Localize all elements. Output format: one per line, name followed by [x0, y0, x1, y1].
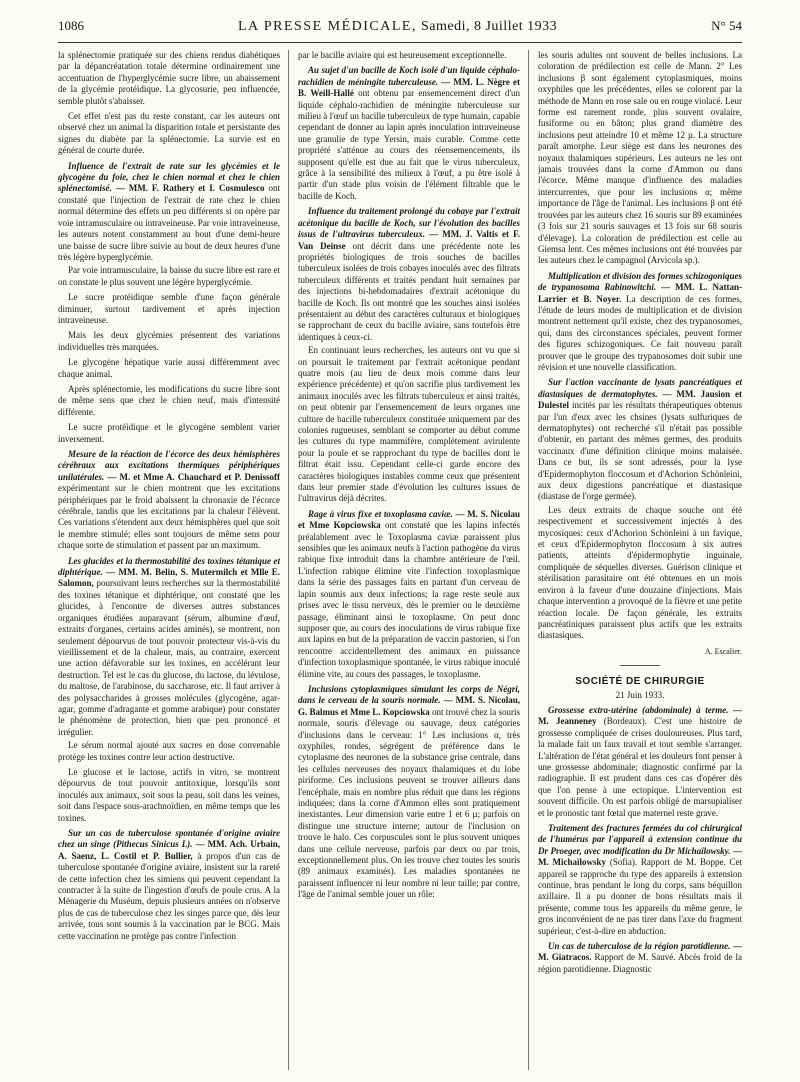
article-text: La description de ces formes, l'étude de leurs modes de multiplication et de division montrent nettement qu'il existe, chez des trypanosomes, qui, dans des circonstances spéciales, peuvent former des figures schizogoniques. Ce fait nouveau paraît prouver que le groupe des trypanosomes doit subir une révision et une nouvelle classification.: [538, 293, 742, 372]
society-heading: SOCIÉTÉ DE CHIRURGIE: [575, 676, 705, 688]
article-text: ont constaté que les lapins infectés préalablement avec le Toxoplasma caviæ paraissent plus sensibles que les animaux neufs à l'action pathogène du virus rabique fixe introduit dans la chambre antérieure de l'œil. L'infection rabique élimine vite l'infection toxoplasmique dans la série des passages faits en partant d'un cerveau de lapin soumis aux deux infections; la rage reste seule aux prises avec le tissu nerveux, dès le premier ou le deuxième passage, éliminant ainsi le toxoplasme. On peut donc supposer que, au cours des inoculations de virus rabique fixe aux lapins en but de la préparation de vaccin pastorien, si l'on rencontre accidentellement des animaux en puissance d'infection toxoplasmique spontanée, le virus rabique inoculé élimine vite, au cours des passages, le toxoplasme.: [298, 520, 520, 679]
article-title: Au sujet d'un bacille de Koch isolé d'un liquide céphalo-rachidien de méningite tuberculeuse.: [298, 65, 520, 87]
article-title: Rage à virus fixe et toxoplasma caviæ.: [308, 508, 453, 519]
paragraph: les souris adultes ont souvent de belles inclusions. La coloration de prédilection est celle de Mann. 2° Les inclusions β sont également cytoplasmiques, moins oxyphiles que les précédentes, elles se colorent par la méthode de Mann en rose sale ou en rouge violacé. Leur forme est rarement ronde, plus souvent ovalaire, fusiforme ou en bâton; plus grand diamètre des inclusions peut atteindre 10 et même 12 µ. La structure paraît amorphe. Leur siège est dans les neurones des noyaux thalamiques supérieurs. Les auteurs ne les ont jamais trouvées dans la corne d'Ammon ou dans l'écorce. Même manque d'influence des maladies intercurrentes, que pour les inclusions α; même importance de l'âge de l'animal. Les inclusions β ont été trouvées par les auteurs chez 16 souris sur 89 examinées (3 fois sur 21 souris sauvages et 13 fois sur 68 souris d'élevage). La coloration de prédilection est celle au Giemsa lent. Ces mêmes inclusions ont été trouvées par les auteurs chez le campagnol (Arvicola sp.).: [538, 50, 742, 266]
article-heading: [538, 823, 742, 937]
author-signature: A. Escalier.: [704, 646, 742, 656]
article-text: ont décrit dans une précédente note les propriétés biologiques de trois souches de bacilles tuberculeux isolées de trois cobayes inoculés avec des filtrats tuberculeux différents et traités pendant huit semaines par des injections bi-hebdomadaires d'extrait acétonique du bacille de Koch. Ils ont montré que les souches ainsi isolées présentaient au début des caractères culturaux et biologiques se rapprochant de ceux du bacille aviaire, sans toutefois être identiques à ceux-ci.: [298, 240, 520, 342]
paragraph: Mais les deux glycémies présentent des variations individuelles très marquées.: [58, 330, 280, 352]
article-authors: — MM. J. Valtis et F. Van Deinse: [298, 229, 520, 251]
journal-title: LA PRESSE MÉDICALE,: [237, 19, 417, 34]
column-1: [58, 50, 280, 1072]
article-title: Traitement des fractures fermées du col chirurgical de l'humérus par l'appareil à extension continue du Dr Proeger, avec modification du Dr Michaïlowsky.: [538, 823, 742, 856]
article-heading: [298, 206, 520, 343]
paragraph: En continuant leurs recherches, les auteurs ont vu que si on poursuit le traitement par l'extrait acétonique pendant quatre mois (au lieu de deux mois comme dans leur expérience précédente) et qu'on sacrifie plus tardivement les animaux inoculés avec les filtrats tuberculeux et ainsi traités, on peut obtenir par l'ensemencement de leurs organes une culture de bacille tuberculeux constituée uniquement par des colonies rugueuses, semblant se comporter au début comme les cultures du type mammifère, complètement avirulente pour la poule et se rapprochant du type de bacilles dont le filtrat était issu. Cependant celle-ci garde encore des caractères biologiques instables comme ceux que présentent dans leur premier stade d'évolution les cultures issues de l'ultravirus déjà décrites.: [298, 345, 520, 504]
article-text: expérimentant sur le chien montrent que les excitations périphériques par le froid abaissent la chronaxie de l'écorce cérébrale, tandis que les excitations par la chaleur l'élèvent. Ces variations s'étendent aux deux hémisphères quel que soit le membre stimulé; elles sont toujours de même sens pour chaque sorte de stimulation et passent par un maximum.: [58, 483, 280, 551]
article-text: Rapport de M. Sauvé. Abcès froid de la région parotidienne. Diagnostic: [538, 952, 742, 974]
article-authors: — MM. L. Nattan-Larrier et B. Noyer.: [538, 282, 742, 304]
paragraph: Le sucre protéidique semble d'une façon générale diminuer, surtout tardivement et après injection intraveineuse.: [58, 292, 280, 325]
journal-masthead: [238, 19, 557, 35]
article-text: ont trouvé chez la souris normale, souris d'élevage ou sauvage, deux catégories d'inclusions dans le cerveau: 1° Les inclusions α, très oxyphiles, rondes, ségrégent de préférence dans le cytoplasme des neurones de la substance grise centrale, dans les cellules nerveuses des noyaux thalamiques et du lobe piriforme. Ces inclusions peuvent se trouver ailleurs dans l'encéphale, mais en nombre plus réduit que dans les régions indiquées; dans la corne d'Ammon elles sont pratiquement inexistantes. Leur dimension varie entre 1 et 6 µ; parfois on distingue une structure interne; autour de l'inclusion on trouve le halo. Ces corpuscules sont le plus souvent uniques dans une cellule nerveuse, parfois par deux ou par trois, exceptionnellement plus. On les trouve chez toutes les souris (89 animaux examinés). Les maladies spontanées ne paraissent influencer ni leur nombre ni leur taille; par contre, l'âge de l'animal semble jouer un rôle:: [298, 706, 520, 900]
paragraph: Après splénectomie, les modifications du sucre libre sont de même sens que chez le chien neuf, mais d'intensité différente.: [58, 383, 280, 417]
article-authors: — MM. F. Rathery et I. Cosmulesco: [115, 183, 265, 194]
paragraph: Les deux extraits de chaque souche ont été respectivement et successivement injectés à des mycosiques: ceux d'Achorion Schönleini à un favique, et ceux d'Epidermophyton floccosum à six autres patients, atteints d'épidermophytie inguinale, compliquée de séquelles diverses. Guérison clinique et stérilisation parasitaire ont été obtenues en un mois environ à la faveur d'une douzaine d'injections. Mais chaque intervention a provoqué de la fièvre et une petite réaction locale. De façon générale, les extraits pancréatiniques paraissent plus actifs que les extraits diastasiques.: [538, 504, 742, 641]
article-authors: — M. et Mme A. Chauchard et P. Denissoff: [107, 471, 280, 482]
article-text: incités par les résultats thérapeutiques obtenus par l'un d'eux avec les chsines (lysats sulfuriques de dermatophytes) ont recherché s'il n'était pas possible d'obtenir, en partant des mêmes germes, des produits vaccinaux d'une définition clinique moins malaisée. Dans ce but, ils se sont adressés, pour la lyse d'Epidermophyton floccosum et d'Achorion Schönleini, aux deux digestions pancréatique et diastasique (diastase de l'orge germée).: [538, 400, 742, 502]
article-heading: [538, 377, 742, 502]
article-authors: — M. Giatracos.: [538, 941, 742, 963]
issue-date: Samedi, 8 Juillet 1933: [420, 19, 558, 34]
article-title: Multiplication et division des formes schizogoniques de trypanosoma Rabinowitchi.: [538, 270, 742, 293]
issue-number: N° 54: [711, 18, 742, 33]
column-rule: [528, 50, 529, 1070]
article-heading: [58, 556, 280, 739]
column-3: [538, 50, 742, 1072]
column-rule: [288, 50, 289, 1070]
article-heading: [538, 941, 742, 975]
article-heading: [298, 684, 520, 901]
page-header: [58, 18, 742, 43]
article-text: à propos d'un cas de tuberculose spontanée d'origine aviaire, insistent sur la rareté de cette infection chez les simiens qui peuvent cependant la contracter à la suite de l'ingestion d'œufs de poule crus. A la Ménagerie du Muséum, depuis plusieurs années on n'observe plus de cas de tuberculose chez les singes parce que, dès leur arrivée, tous sont soumis à la vaccination par le BCG. Mais cette vaccination ne protège pas contre l'infection: [58, 850, 280, 941]
article-text: ont constaté que l'injection de l'extrait de rate chez le chien normal détermine des effets un peu différents si on opère par voie intramusculaire ou intraveineuse. Par voie intraveineuse, les auteurs notent constamment au bout d'une demi-heure une baisse de sucre libre suivie au bout de deux heures d'une très légère hyperglycémie.: [58, 183, 280, 262]
article-authors: — M. S. Nicolau et Mme Kopciowska: [298, 508, 520, 531]
article-authors: — M. Michaïlowsky: [538, 845, 742, 868]
article-title: Les glucides et la thermostabilité des toxines tétanique et diphtérique.: [58, 555, 280, 578]
article-authors: — M. Jeanneney: [538, 704, 742, 727]
article-title: Influence du traitement prolongé du cobaye par l'extrait acétonique du bacille de Koch, sur l'évolution des bacilles issus de l'ultravirus tuberculeux.: [298, 206, 520, 240]
section-divider: [620, 665, 660, 666]
paragraph: Le glycogène hépatique varie aussi différemment avec chaque animal.: [58, 357, 280, 379]
article-heading: [298, 65, 520, 202]
article-heading: [58, 828, 280, 942]
article-title: Inclusions cytoplasmiques simulant les corps de Négri, dans le cerveau de la souris normale.: [298, 683, 520, 706]
article-heading: [298, 509, 520, 680]
article-authors: — MM. Ach. Urbain, A. Saenz, L. Costil et P. Bullier,: [58, 839, 280, 861]
article-heading: [538, 271, 742, 374]
paragraph: Le sucre protéidique et le glycogène semblent varier inversement.: [58, 422, 280, 444]
article-authors: — MM. M. Belin, S. Mutermilch et Mlle E. Salomon,: [58, 567, 280, 589]
article-title: Un cas de tuberculose de la région parotidienne.: [548, 941, 731, 952]
paragraph: la splénectomie pratiquée sur des chiens rendus diabétiques par la dépancréatation totale détermine ordinairement une accentuation de l'hyperglycémie sucre libre, un abaissement de la glycémie protéidique. La glycosurie, peu influencée, semble plutôt s'abaisser.: [58, 50, 280, 106]
article-authors: — MM. S. Nicolau, G. Balmus et Mme L. Kopciowska: [298, 695, 520, 717]
article-title: Sur l'action vaccinante de lysats pancréatiques et diastasiques de dermatophytes.: [538, 377, 742, 399]
article-text: (Sofia). Rapport de M. Boppe. Cet appareil se rapproche du type des appareils à extension continue, bras pendant le long du corps, sans béquillon axillaire. Il a pu donner de bons résultats mais il présente, comme tous les appareils du même genre, le gros inconvénient de ne pas tirer dans l'axe du fragment supérieur, c'est-à-dire en abduction.: [538, 857, 742, 936]
article-heading: [58, 161, 280, 264]
paragraph: par le bacille aviaire qui est heureusement exceptionnelle.: [298, 50, 507, 60]
page-number: 1086: [58, 18, 84, 33]
column-2: [298, 50, 520, 1072]
paragraph: Le glucose et le lactose, actifs in vitro, se montrent dépourvus de tout pouvoir antitoxique, lorsqu'ils sont inoculés aux animaux, soit sous la peau, soit dans les veines, soit dans l'espace sous-arachnoïdien, en même temps que les toxines.: [58, 766, 280, 823]
article-authors: — MM. Jausion et Dulestel: [538, 388, 742, 411]
paragraph: Cet effet n'est pas du reste constant, car les auteurs ont observé chez un animal la disparition totale et persistante des signes du diabète par la splénectomie. La survie est en général de courte durée.: [58, 111, 280, 156]
article-title: Sur un cas de tuberculose spontanée d'origine aviaire chez un singe (Pithecus Sinicus L).: [58, 828, 280, 850]
article-heading: [58, 449, 280, 552]
article-text: poursuivant leurs recherches sur la thermostabilité des toxines tétanique et diphtérique, ont constaté que les glucides, à l'encontre de diverses autres substances organiques étudiées auparavant (sérum, albumine d'œuf, extraits d'organes, certains acides aminés), se montrent, non seulement dépourvus de tout pouvoir protecteur vis-à-vis du vieillissement et de la chaleur, mais, au contraire, exercent une action défavorable sur les toxines, en accélérant leur destruction. Tel est le cas du glucose, du lactose, du lévulose, du maltose, de l'arabinose, du saccharose, etc. Il faut arriver à des polysaccharides à grosses molécules (glycogène, agar-agar, gomme d'adragante et gomme arabique) pour constater le phénomène de protection, bien que peu prononcé et irrégulier.: [58, 578, 280, 737]
article-title: Influence de l'extrait de rate sur les glycémies et le glycogène du foie, chez le chien normal et chez le chien splénectomisé.: [58, 160, 280, 194]
article-text: (Bordeaux). C'est une histoire de grossesse compliquée de crises douloureuses. Plus tard, la malade fait un faux travail et tout semble s'arranger. L'altération de l'état général et les douleurs font penser à une grossesse abdominale; diagnostic confirmé par la radiographie. Il est prudent dans ces cas d'opérer dès que l'on pense à une ectopique. L'intervention est souvent difficile. On est parfois obligé de marsupialiser et le pronostic tant fœtal que maternel reste grave.: [538, 716, 742, 818]
article-authors: — MM. L. Nègre et B. Weill-Hallé: [298, 76, 520, 99]
paragraph: Par voie intramusculaire, la baisse du sucre libre est rare et on constate le plus souvent une légère hyperglycémie.: [58, 265, 280, 287]
article-title: Mesure de la réaction de l'écorce des deux hémisphères cérébraux aux excitations thermiques périphériques unilatérales.: [58, 449, 280, 482]
paragraph: Le sérum normal ajouté aux sucres en dose convenable protège les toxines contre leur action destructive.: [58, 740, 280, 762]
session-date: 21 Juin 1933.: [615, 689, 665, 700]
article-title: Grossesse extra-utérine (abdominale) à terme.: [548, 704, 729, 715]
article-text: ont obtenu par ensemencement direct d'un liquide céphalo-rachidien de méningite tuberculeuse sur milieu à l'œuf un bacille tuberculeux de type humain, capable cependant de donner au lapin après inoculation intraveineuse une granulie de type Yersin, mais curable. Comme cette propriété s'atténue au cours des réensemencements, ils supposent qu'elle est due au fait que le virus tuberculeux, grâce à la sensibilité des milieux à l'œuf, a pu être isolé à partir d'un stade plus voisin de l'élément filtrable que le bacille de Koch.: [298, 88, 520, 201]
article-heading: [538, 705, 742, 819]
